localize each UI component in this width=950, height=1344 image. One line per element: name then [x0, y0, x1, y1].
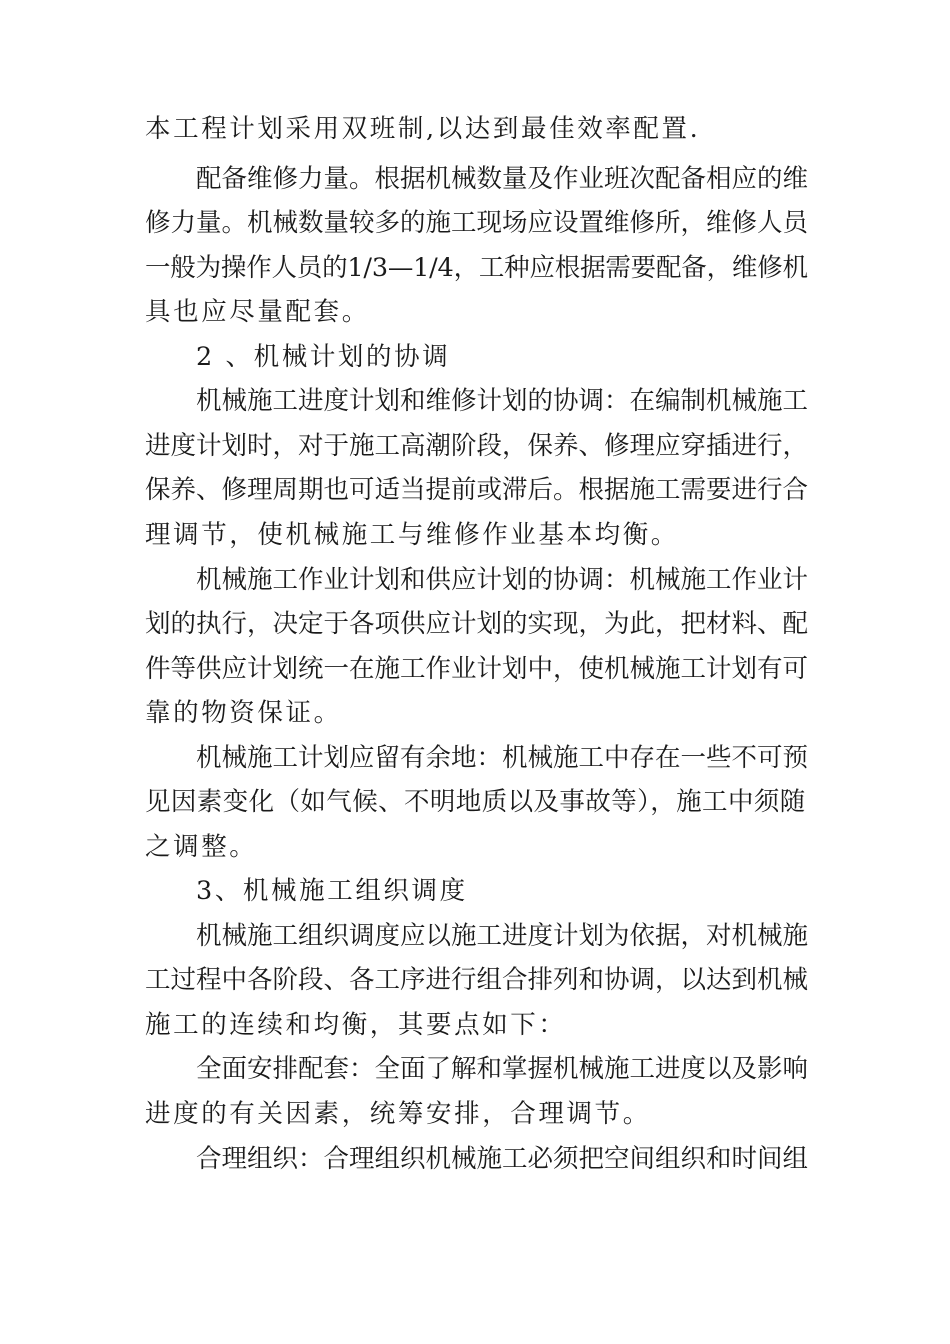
paragraph-first-line: 合理组织：合理组织机械施工必须把空间组织和时间组 — [196, 1144, 809, 1174]
body-text-line: 理调节，使机械施工与维修作业基本均衡。 — [145, 520, 679, 550]
paragraph-first-line: 机械施工计划应留有余地：机械施工中存在一些不可预 — [196, 743, 809, 773]
body-text-line: 保养、修理周期也可适当提前或滞后。根据施工需要进行合 — [145, 475, 809, 505]
paragraph-first-line: 全面安排配套：全面了解和掌握机械施工进度以及影响 — [196, 1054, 809, 1084]
body-text-line: 本工程计划采用双班制,以达到最佳效率配置. — [145, 114, 701, 144]
body-text-line: 修力量。机械数量较多的施工现场应设置维修所，维修人员 — [145, 208, 809, 238]
paragraph-first-line: 机械施工作业计划和供应计划的协调：机械施工作业计 — [196, 565, 809, 595]
body-text-line: 工过程中各阶段、各工序进行组合排列和协调，以达到机械 — [145, 965, 809, 995]
paragraph-first-line: 机械施工进度计划和维修计划的协调：在编制机械施工 — [196, 386, 809, 416]
body-text-line: 进度的有关因素，统筹安排，合理调节。 — [145, 1099, 651, 1129]
body-text-line: 划的执行，决定于各项供应计划的实现，为此，把材料、配 — [145, 609, 809, 639]
body-text-line: 见因素变化（如气候、不明地质以及事故等），施工中须随 — [145, 787, 806, 817]
body-text-line: 具也应尽量配套。 — [145, 297, 370, 327]
paragraph-first-line: 配备维修力量。根据机械数量及作业班次配备相应的维 — [196, 164, 809, 194]
body-text-line: 进度计划时，对于施工高潮阶段，保养、修理应穿插进行， — [145, 431, 809, 461]
paragraph-first-line: 机械施工组织调度应以施工进度计划为依据，对机械施 — [196, 921, 809, 951]
body-text-line: 一般为操作人员的1/3—1/4，工种应根据需要配备，维修机 — [145, 253, 808, 283]
body-text-line: 之调整。 — [145, 832, 258, 862]
body-text-line: 施工的连续和均衡，其要点如下： — [145, 1010, 567, 1040]
section-heading: 2 、机械计划的协调 — [196, 342, 451, 372]
body-text-line: 靠的物资保证。 — [145, 698, 342, 728]
section-heading: 3、机械施工组织调度 — [196, 876, 468, 906]
body-text-line: 件等供应计划统一在施工作业计划中，使机械施工计划有可 — [145, 654, 809, 684]
